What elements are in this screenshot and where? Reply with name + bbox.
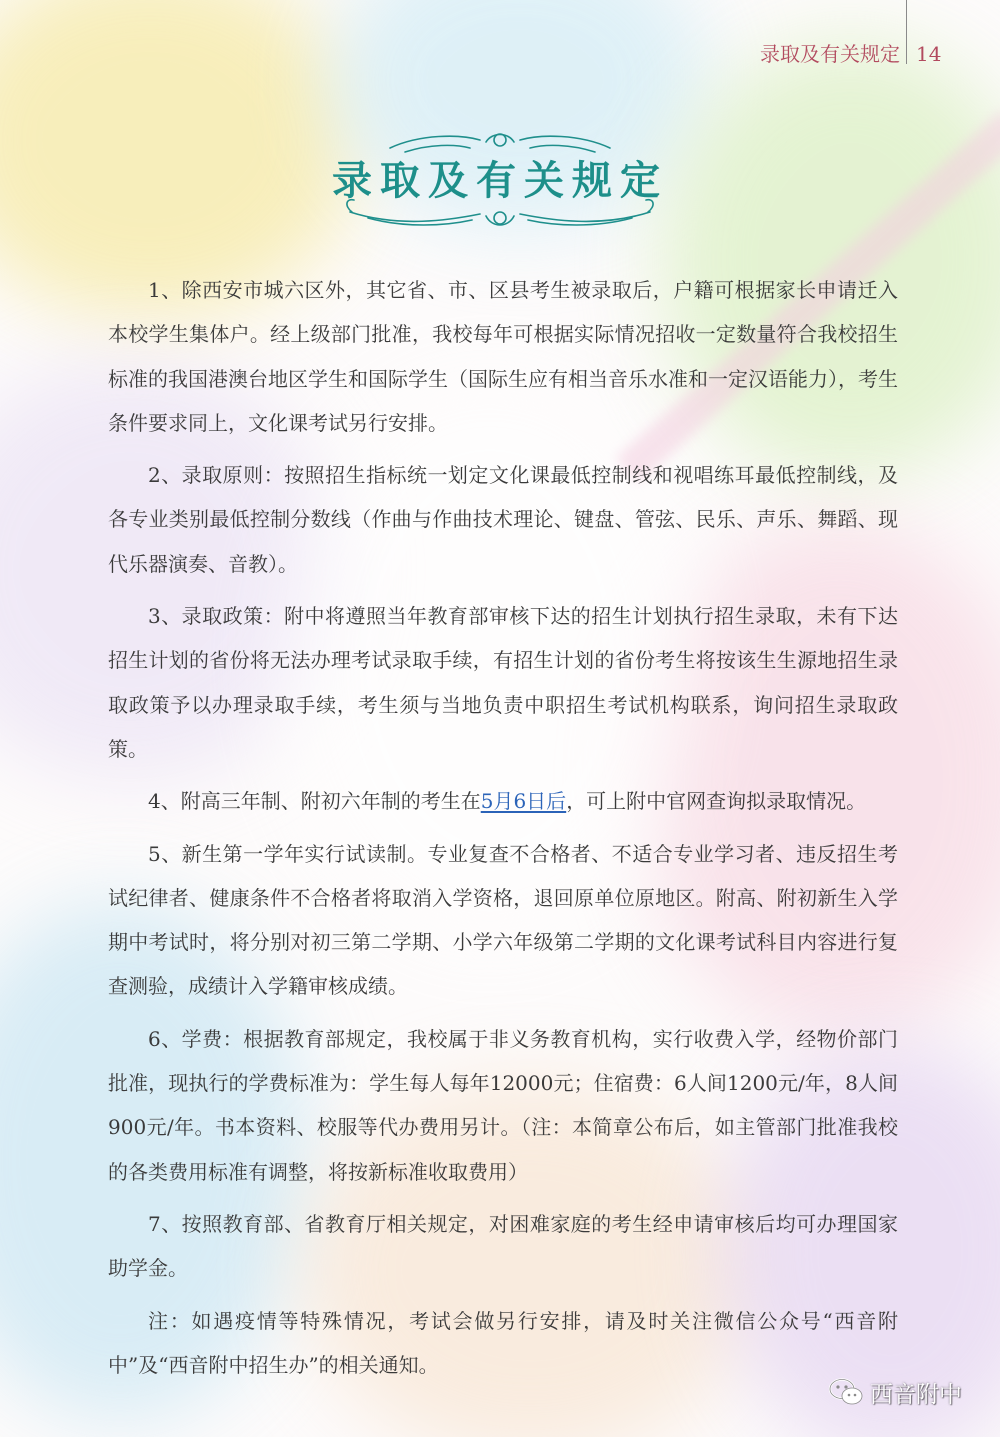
wechat-watermark [828, 1372, 962, 1412]
date-link[interactable]: 5月6日后 [480, 789, 567, 814]
paragraph-5: 5、新生第一学年实行试读制。专业复查不合格者、不适合专业学习者、违反招生考试纪律者、健康条件不合格者将取消入学资格，退回原单位原地区。附高、附初新生入学期中考试时，将分别对初三第二学期、小学六年级第二学期的文化课考试科目内容进行复查测验，成绩计入学籍审核成绩。 [108, 841, 898, 999]
note-paragraph: 注：如遇疫情等特殊情况，考试会做另行安排，请及时关注微信公众号“西音附中”及“西音附中招生办”的相关通知。 [108, 1308, 898, 1377]
paragraph-7: 7、按照教育部、省教育厅相关规定，对困难家庭的考生经申请审核后均可办理国家助学金。 [108, 1211, 898, 1281]
paragraph-4-before: 4、附高三年制、附初六年制的考生在 [148, 789, 481, 814]
paragraph-3: 3、录取政策：附中将遵照当年教育部审核下达的招生计划执行招生录取，未有下达招生计划的省份将无法办理考试录取手续，有招生计划的省份考生将按该生生源地招生录取政策予以办理录取手续，考生须与当地负责中职招生考试机构联系，询问招生录取政策。 [108, 604, 898, 761]
paragraph-4 [108, 779, 898, 823]
watermark-account-name: 西音附中 [870, 1381, 962, 1408]
paragraph-2: 2、录取原则：按照招生指标统一划定文化课最低控制线和视唱练耳最低控制线，及各专业类别最低控制分数线（作曲与作曲技术理论、键盘、管弦、民乐、声乐、舞蹈、现代乐器演奏、音教）。 [108, 463, 898, 576]
paragraph-6: 6、学费：根据教育部规定，我校属于非义务教育机构，实行收费入学，经物价部门批准，现执行的学费标准为：学生每人每年12000元；住宿费：6人间1200元/年，8人间900元/年。书本资料、校服等代办费用另计。（注：本简章公布后，如主管部门批准我校的各类费用标准有调整，将按新标准收取费用） [108, 1026, 898, 1184]
page-number: 14 [916, 42, 942, 66]
body-text [108, 268, 898, 1395]
title-block [0, 128, 1000, 238]
header-divider [906, 0, 907, 64]
running-header-title: 录取及有关规定 [760, 42, 900, 66]
page-title: 录取及有关规定 [332, 157, 668, 204]
wechat-icon [828, 1377, 864, 1407]
paragraph-4-after: ，可上附中官网查询拟录取情况。 [566, 789, 867, 814]
paragraph-1: 1、除西安市城六区外，其它省、市、区县考生被录取后，户籍可根据家长申请迁入本校学生集体户。经上级部门批准，我校每年可根据实际情况招收一定数量符合我校招生标准的我国港澳台地区学生和国际学生（国际生应有相当音乐水准和一定汉语能力），考生条件要求同上，文化课考试另行安排。 [108, 278, 898, 435]
